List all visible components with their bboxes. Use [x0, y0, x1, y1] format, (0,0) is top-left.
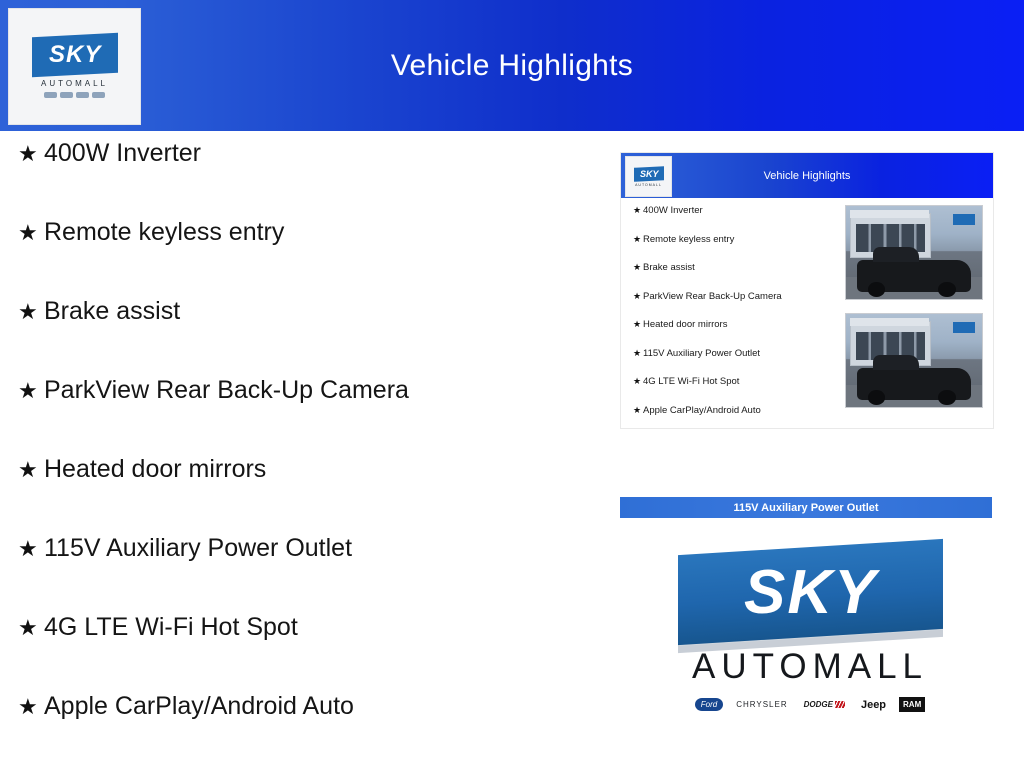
list-item — [10, 535, 590, 614]
list-item — [10, 298, 590, 377]
thumbnail-sky-logo-text: SKY — [639, 168, 658, 179]
highlight-text: 400W Inverter — [643, 205, 703, 216]
list-item — [10, 614, 590, 693]
highlight-text: Heated door mirrors — [643, 319, 728, 330]
star-icon: ★ — [18, 457, 38, 482]
highlight-text: Apple CarPlay/Android Auto — [643, 404, 761, 416]
highlight-text: 4G LTE Wi-Fi Hot Spot — [44, 613, 298, 641]
chrysler-logo-icon: CHRYSLER — [736, 700, 788, 709]
star-icon: ★ — [18, 220, 38, 245]
dodge-stripes-icon — [835, 701, 845, 708]
highlight-text: ParkView Rear Back-Up Camera — [44, 376, 409, 404]
highlight-text: 400W Inverter — [44, 139, 202, 167]
star-icon: ★ — [18, 536, 38, 561]
ram-logo-icon: RAM — [899, 697, 925, 712]
jeep-logo-icon: Jeep — [860, 698, 887, 711]
star-icon: ★ — [633, 233, 642, 244]
star-icon: ★ — [18, 141, 38, 166]
list-item — [629, 205, 844, 234]
star-icon: ★ — [633, 205, 642, 215]
star-icon: ★ — [18, 694, 38, 719]
highlight-text: Apple CarPlay/Android Auto — [44, 692, 354, 720]
brand-logo-row — [660, 697, 960, 712]
feature-logo-block — [620, 497, 992, 711]
sky-logo-mark-large — [678, 539, 943, 645]
thumbnail-automall-text: AUTOMALL — [635, 182, 662, 187]
automall-logo-text: AUTOMALL — [41, 79, 108, 88]
list-item — [629, 405, 844, 434]
feature-caption: 115V Auxiliary Power Outlet — [620, 497, 992, 518]
dodge-logo-icon — [801, 698, 848, 711]
thumbnail-highlights-list — [629, 205, 844, 433]
highlight-text: Brake assist — [44, 297, 181, 325]
star-icon: ★ — [633, 262, 642, 272]
sky-logo-text-large: SKY — [743, 557, 878, 627]
photo-sky-logo-icon — [953, 214, 975, 224]
dealer-logo — [8, 8, 141, 125]
list-item — [10, 693, 590, 772]
list-item — [10, 219, 590, 298]
automall-text-large: AUTOMALL — [691, 647, 929, 686]
star-icon: ★ — [18, 615, 38, 640]
sky-logo-mark — [32, 33, 118, 78]
highlight-text: Remote keyless entry — [643, 233, 735, 245]
slide-thumbnail-preview[interactable] — [620, 152, 994, 429]
list-item — [629, 291, 844, 320]
highlight-text: Remote keyless entry — [44, 218, 285, 246]
list-item — [629, 234, 844, 263]
highlight-text: Brake assist — [643, 262, 695, 273]
thumbnail-title: Vehicle Highlights — [763, 169, 851, 182]
brand-chip-icon — [44, 92, 57, 98]
highlight-text: 115V Auxiliary Power Outlet — [643, 347, 761, 359]
star-icon: ★ — [633, 376, 642, 386]
highlight-text: ParkView Rear Back-Up Camera — [643, 290, 782, 302]
list-item — [629, 348, 844, 377]
brand-chip-icon — [92, 92, 105, 98]
star-icon: ★ — [633, 290, 642, 301]
thumbnail-sky-logo-mark — [634, 166, 664, 182]
thumbnail-header-banner — [621, 153, 993, 198]
brand-chip-icon — [76, 92, 89, 98]
brand-chip-icon — [60, 92, 73, 98]
vehicle-photo-rear[interactable] — [845, 313, 983, 408]
star-icon: ★ — [633, 347, 642, 358]
star-icon: ★ — [633, 404, 642, 415]
vehicle-photo-front[interactable] — [845, 205, 983, 300]
star-icon: ★ — [18, 378, 38, 403]
star-icon: ★ — [18, 299, 38, 324]
thumbnail-dealer-logo — [625, 156, 672, 197]
highlight-text: 115V Auxiliary Power Outlet — [44, 534, 353, 562]
dealership-sign-band — [850, 318, 929, 326]
brand-strip-icon — [44, 92, 105, 98]
list-item — [629, 376, 844, 405]
highlights-list — [10, 140, 590, 772]
star-icon: ★ — [633, 319, 642, 329]
sky-logo-text: SKY — [48, 41, 101, 69]
list-item — [10, 377, 590, 456]
highlight-text: 4G LTE Wi-Fi Hot Spot — [643, 376, 740, 387]
dealer-logo-large — [660, 525, 960, 711]
dealership-sign-band — [850, 210, 929, 218]
list-item — [10, 140, 590, 219]
ford-logo-icon: Ford — [695, 698, 723, 711]
slide-header-banner — [0, 0, 1024, 131]
list-item — [629, 262, 844, 291]
list-item — [629, 319, 844, 348]
page-title: Vehicle Highlights — [390, 48, 634, 82]
list-item — [10, 456, 590, 535]
photo-sky-logo-icon — [953, 322, 975, 332]
dodge-label: DODGE — [803, 700, 833, 709]
highlight-text: Heated door mirrors — [44, 455, 267, 483]
